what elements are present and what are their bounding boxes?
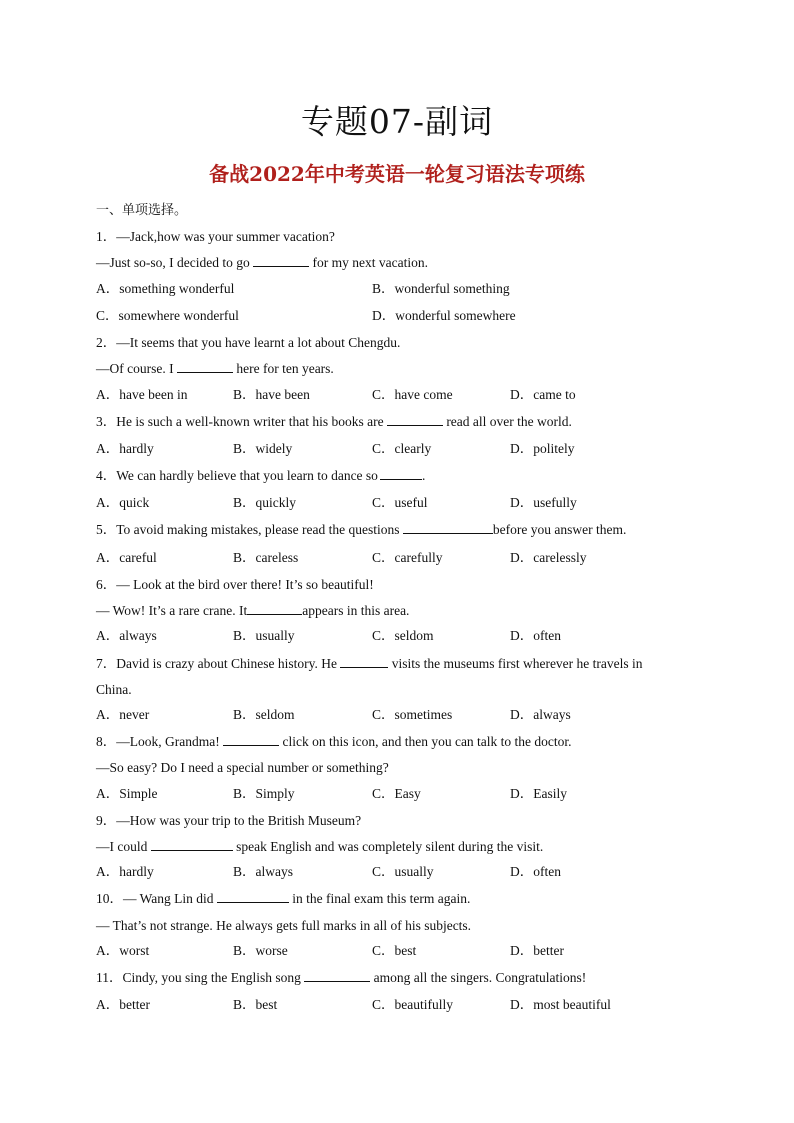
question-7-option-b: B．seldom	[233, 707, 295, 722]
question-5-text-b: before you answer them.	[492, 522, 627, 537]
question-10-option-b: B．worse	[233, 943, 288, 958]
question-3-text-b: read all over the world.	[446, 414, 572, 429]
question-9-text-b: speak English and was completely silent during the visit.	[236, 839, 544, 854]
question-11-stem	[96, 969, 586, 987]
answer-blank	[247, 602, 302, 615]
question-6-text-b: appears in this area.	[302, 603, 410, 618]
question-7-option-d: D．always	[510, 707, 571, 722]
question-2-stem: 2．—It seems that you have learnt a lot about Chengdu.	[96, 335, 401, 350]
question-2-option-c: C．have come	[372, 387, 453, 402]
answer-blank	[223, 733, 279, 746]
question-8-option-d: D．Easily	[510, 786, 567, 801]
question-5-option-b: B．careless	[233, 550, 299, 565]
question-8-text-b: click on this icon, and then you can talk to the doctor.	[282, 734, 572, 749]
question-10-option-d: D．better	[510, 943, 564, 958]
page-subtitle: 备战2022年中考英语一轮复习语法专项练	[209, 162, 585, 186]
question-6-line2	[96, 602, 409, 620]
question-2-text-b: here for ten years.	[236, 361, 334, 376]
question-9-option-d: D．often	[510, 864, 561, 879]
question-9-stem: 9．—How was your trip to the British Museum?	[96, 813, 362, 828]
question-4-stem	[96, 467, 425, 485]
question-11-option-a: A．better	[96, 997, 150, 1012]
question-5-option-a: A．careful	[96, 550, 157, 565]
question-8-text-a: 8．—Look, Grandma!	[96, 734, 220, 749]
question-10-text-b: in the final exam this term again.	[292, 891, 471, 906]
question-2-text-a: —Of course. I	[96, 361, 174, 376]
page-title: 专题07-副词	[300, 102, 494, 141]
question-9-option-b: B．always	[233, 864, 293, 879]
answer-blank	[304, 969, 370, 982]
question-4-text-a: 4．We can hardly believe that you learn to dance so	[96, 468, 378, 483]
question-6-option-c: C．seldom	[372, 628, 434, 643]
question-9-option-c: C．usually	[372, 864, 434, 879]
question-3-option-a: A．hardly	[96, 441, 154, 456]
question-1-option-c: C．somewhere wonderful	[96, 308, 239, 323]
question-5-stem	[96, 521, 626, 539]
question-11-option-d: D．most beautiful	[510, 997, 611, 1012]
answer-blank	[403, 521, 493, 534]
question-10-text-a: 10．— Wang Lin did	[96, 891, 214, 906]
question-6-option-b: B．usually	[233, 628, 295, 643]
question-6-option-d: D．often	[510, 628, 561, 643]
question-7-stem	[96, 655, 643, 673]
answer-blank	[151, 838, 233, 851]
question-3-stem	[96, 413, 572, 431]
question-10-line2: — That’s not strange. He always gets full marks in all of his subjects.	[96, 918, 472, 933]
question-1-text-a: —Just so-so, I decided to go	[96, 255, 250, 270]
question-10-option-a: A．worst	[96, 943, 150, 958]
question-9-option-a: A．hardly	[96, 864, 154, 879]
question-4-option-d: D．usefully	[510, 495, 577, 510]
answer-blank	[217, 890, 289, 903]
question-2-option-d: D．came to	[510, 387, 576, 402]
question-11-option-c: C．beautifully	[372, 997, 453, 1012]
question-11-text-b: among all the singers. Congratulations!	[373, 970, 587, 985]
question-11-text-a: 11．Cindy, you sing the English song	[96, 970, 301, 985]
answer-blank	[387, 413, 443, 426]
question-2-line2	[96, 360, 334, 378]
question-1-stem: 1．—Jack,how was your summer vacation?	[96, 229, 335, 244]
question-6-stem: 6．— Look at the bird over there! It’s so beautiful!	[96, 577, 374, 592]
question-1-option-b: B．wonderful something	[372, 281, 510, 296]
question-6-text-a: — Wow! It’s a rare crane. It	[96, 603, 248, 618]
question-2-option-b: B．have been	[233, 387, 310, 402]
question-2-option-a: A．have been in	[96, 387, 188, 402]
question-9-line2	[96, 838, 543, 856]
answer-blank	[253, 254, 309, 267]
question-11-option-b: B．best	[233, 997, 278, 1012]
question-8-option-c: C．Easy	[372, 786, 421, 801]
question-1-option-a: A．something wonderful	[96, 281, 235, 296]
question-5-option-d: D．carelessly	[510, 550, 587, 565]
question-1-line2	[96, 254, 428, 272]
question-7-option-c: C．sometimes	[372, 707, 453, 722]
answer-blank	[177, 360, 233, 373]
question-7-option-a: A．never	[96, 707, 150, 722]
question-7-text-a: 7．David is crazy about Chinese history. He	[96, 656, 337, 671]
question-8-option-a: A．Simple	[96, 786, 158, 801]
question-10-option-c: C．best	[372, 943, 417, 958]
question-8-line2: —So easy? Do I need a special number or something?	[96, 760, 389, 775]
question-5-text-a: 5．To avoid making mistakes, please read the questions	[96, 522, 400, 537]
question-5-option-c: C．carefully	[372, 550, 443, 565]
question-9-text-a: —I could	[96, 839, 148, 854]
question-4-option-a: A．quick	[96, 495, 150, 510]
question-6-option-a: A．always	[96, 628, 157, 643]
question-4-text-b: .	[421, 468, 426, 483]
section-heading: 一、单项选择。	[96, 203, 188, 218]
question-3-option-b: B．widely	[233, 441, 293, 456]
question-3-text-a: 3．He is such a well-known writer that his books are	[96, 414, 384, 429]
question-7-line2: China.	[96, 682, 132, 697]
question-8-stem	[96, 733, 572, 751]
question-4-option-b: B．quickly	[233, 495, 296, 510]
question-1-text-b: for my next vacation.	[312, 255, 428, 270]
question-3-option-d: D．politely	[510, 441, 575, 456]
question-3-option-c: C．clearly	[372, 441, 432, 456]
answer-blank	[340, 655, 388, 668]
answer-blank	[380, 467, 422, 480]
question-8-option-b: B．Simply	[233, 786, 295, 801]
question-1-option-d: D．wonderful somewhere	[372, 308, 516, 323]
question-7-text-b: visits the museums first wherever he travels in	[391, 656, 643, 671]
question-4-option-c: C．useful	[372, 495, 428, 510]
question-10-stem	[96, 890, 470, 908]
